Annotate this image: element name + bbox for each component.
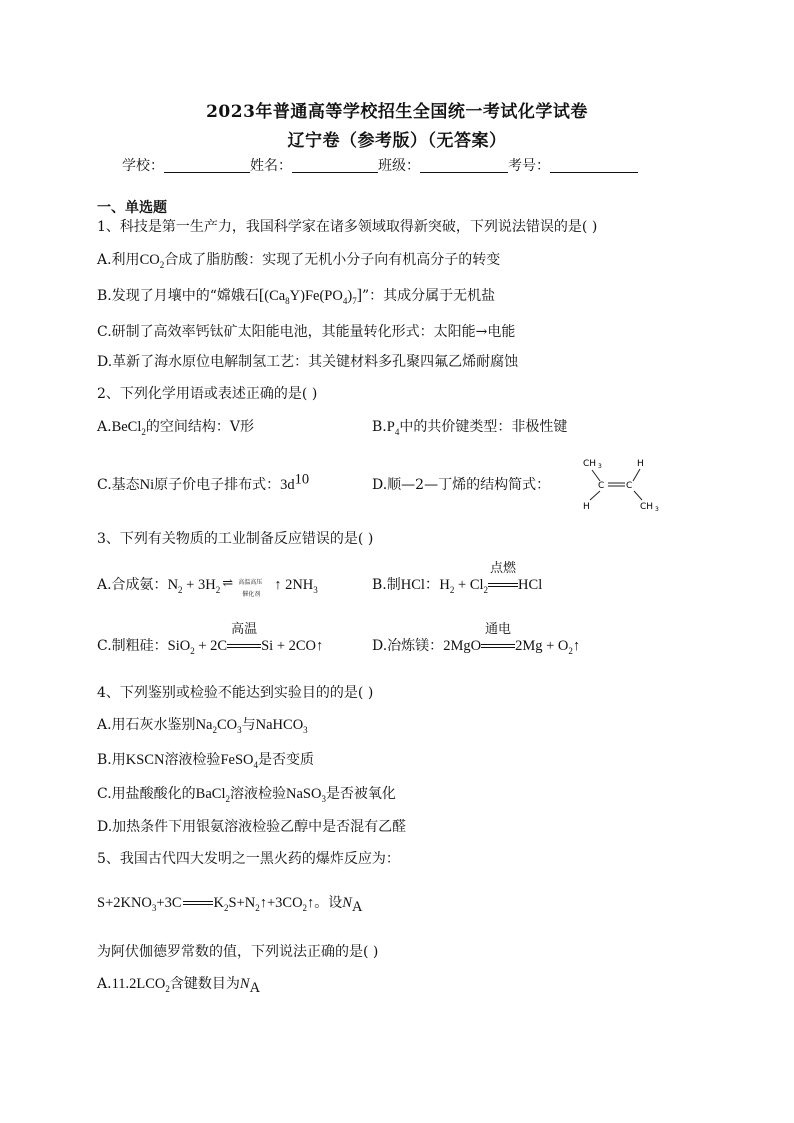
q1-option-c: C.研制了高效率钙钛矿太阳能电池，其能量转化形式：太阳能→电能 — [97, 324, 516, 340]
q1-option-b: B.发现了月壤中的“嫦娥石$[(Ca_8Y)Fe(PO_4)_7]$”：其成分属于无机盐 — [97, 287, 496, 306]
name-blank[interactable] — [292, 158, 378, 173]
q3-option-d: D.冶炼镁：2MgO 通电 $2Mg + O_2↑$ — [372, 622, 581, 656]
svg-text:H: H — [637, 459, 644, 469]
school-blank[interactable] — [164, 158, 250, 173]
exam-title: 2023年普通高等学校招生全国统一考试化学试卷 — [206, 102, 588, 122]
q4-option-c: C.用盐酸酸化的BaCl$_2$溶液检验NaSO$_3$是否被氧化 — [97, 786, 396, 804]
q2-option-a: A.BeCl$_2$的空间结构：V形 — [97, 419, 254, 437]
q2-option-b: $B.P_4$中的共价键类型：非极性键 — [372, 419, 568, 437]
q2-stem: 2、下列化学用语或表述正确的是( ) — [97, 386, 318, 402]
svg-text:C: C — [626, 481, 633, 491]
exam-number-blank[interactable] — [550, 158, 638, 173]
exam-subtitle: 辽宁卷（参考版）（无答案） — [287, 131, 507, 151]
q3-option-a: A.合成氨：$N_2 + 3H_2$ ⇌ 高温高压 催化剂 ↑ $2NH_3$ — [97, 575, 318, 598]
q4-stem: 4、下列鉴别或检验不能达到实验目的的是( ) — [97, 685, 374, 701]
q1-option-d: D.革新了海水原位电解制氢工艺：其关键材料多孔聚四氟乙烯耐腐蚀 — [97, 354, 519, 370]
class-label: 班级： — [378, 158, 420, 174]
q2-option-c: C.基态Ni原子价电子排布式：$3d^{10}$ — [97, 471, 310, 493]
q4-option-b: B.用KSCN溶液检验FeSO$_4$是否变质 — [97, 752, 314, 770]
name-label: 姓名： — [250, 158, 292, 174]
svg-text:H: H — [583, 502, 590, 512]
q5-stem: 5、我国古代四大发明之一黑火药的爆炸反应为： — [97, 851, 400, 867]
q1-stem: 1、科技是第一生产力，我国科学家在诸多领域取得新突破，下列说法错误的是( ) — [97, 219, 598, 235]
svg-text:CH: CH — [640, 502, 654, 512]
q5-equation: $S+2KNO_3+3C$ $K_2S+N_2↑+3CO_2↑$。设$N_A$ — [97, 895, 363, 915]
section-title: 一、单选题 — [97, 200, 167, 216]
q1-option-a: A.利用$CO_2$合成了脂肪酸：实现了无机小分子向有机高分子的转变 — [97, 252, 501, 270]
q5-stem-continued: 为阿伏伽德罗常数的值，下列说法正确的是( ) — [97, 944, 379, 960]
q5-option-a: $A.11.2LCO_2$含键数目为$N_A$ — [97, 976, 261, 996]
cis-2-butene-structure — [578, 455, 688, 513]
q4-option-d: D.加热条件下用银氨溶液检验乙醇中是否混有乙醛 — [97, 819, 407, 835]
q2-option-d: D.顺—2—丁烯的结构简式： — [372, 477, 551, 493]
q3-option-b: B.制HCl：$H_2 + Cl_2$ 点燃 HCl — [372, 561, 543, 595]
svg-text:3: 3 — [655, 506, 659, 513]
school-label: 学校： — [122, 158, 164, 174]
class-blank[interactable] — [420, 158, 508, 173]
q3-option-c: C.制粗硅：SiO$_2$ + 2C 高温 Si + 2CO↑ — [97, 622, 324, 656]
svg-text:3: 3 — [598, 463, 602, 470]
student-info-row — [122, 155, 638, 175]
q3-stem: 3、下列有关物质的工业制备反应错误的是( ) — [97, 531, 374, 547]
exam-number-label: 考号： — [508, 158, 550, 174]
q4-option-a: A.用石灰水鉴别$Na_2CO_3$与NaHCO$_3$ — [97, 717, 308, 735]
svg-text:CH: CH — [583, 459, 597, 469]
svg-text:C: C — [598, 481, 605, 491]
